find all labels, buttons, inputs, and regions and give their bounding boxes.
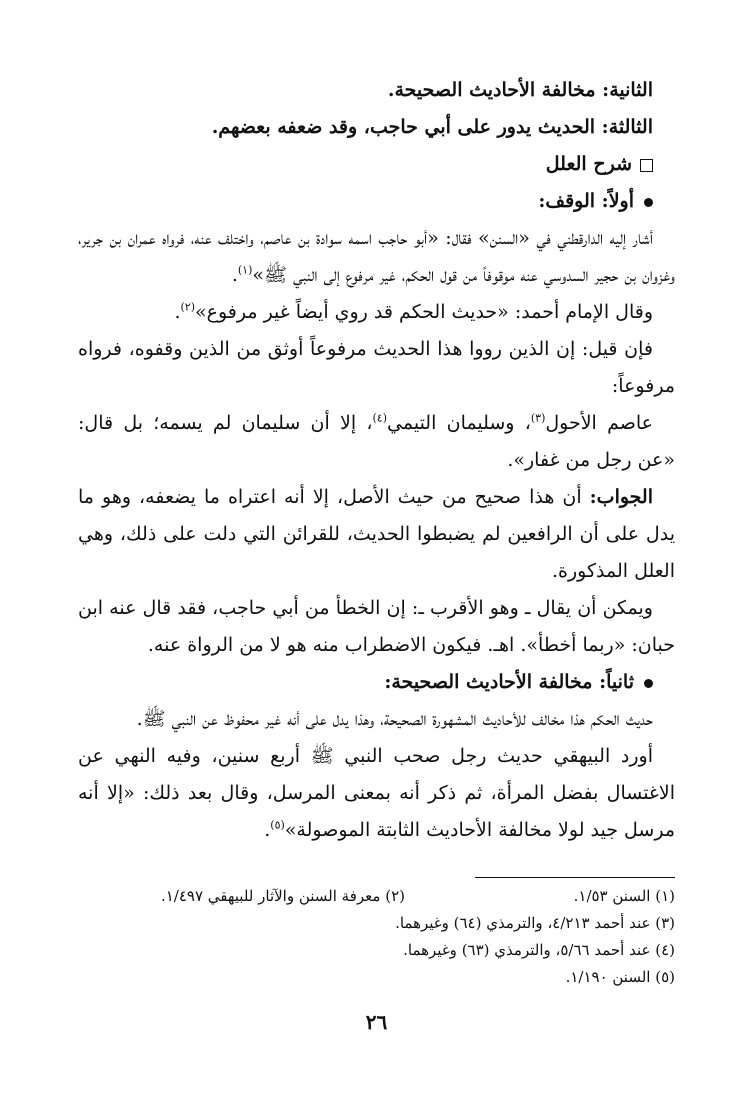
footnote-2: (٢) معرفة السنن والآثار للبيهقي ١/٤٩٧. — [160, 887, 405, 905]
footnote-divider — [475, 877, 675, 878]
heading-first — [78, 183, 675, 220]
footnote-ref-2: (٢) — [180, 300, 196, 314]
footnote-ref-5: (٥) — [270, 818, 285, 832]
paragraph-8 — [78, 738, 675, 849]
section-heading — [78, 146, 675, 183]
paragraph-4-c: ، إلا أن سليمان لم يسمه؛ بل قال: «عن رجل من غفار». — [78, 412, 675, 471]
heading-second-text: ثانياً: مخالفة الأحاديث الصحيحة: — [384, 671, 634, 693]
paragraph-7: حديث الحكم هذا مخالف للأحاديث المشهورة الصحيحة، وهذا يدل على أنه غير محفوظ عن النبي ﷺ. — [136, 708, 653, 730]
paragraph-8-text: أورد البيهقي حديث رجل صحب النبي ﷺ أربع سنين، وفيه النهي عن الاغتسال بفضل المرأة، ثم ذكر أنه بمعنى المرسل، وقال بعد ذلك: «إلا أنه مرسل جيد لولا مخالفة الأحاديث الثابتة الموصولة» — [78, 745, 675, 841]
paragraph-1 — [78, 220, 675, 294]
footnote-ref-1: (١) — [237, 263, 253, 277]
paragraph-1-end: . — [231, 264, 238, 286]
footnote-ref-4: (٤) — [372, 411, 388, 425]
square-bullet-icon — [640, 159, 653, 172]
footnote-row — [78, 964, 675, 991]
paragraph-3: فإن قيل: إن الذين رووا هذا الحديث مرفوعاً أوثق من الذين وقفوه، فرواه مرفوعاً: — [78, 338, 675, 397]
footnote-1: (١) السنن ١/٥٣. — [573, 887, 675, 905]
footnote-row — [78, 910, 675, 937]
paragraph-4-a: عاصم الأحول — [545, 412, 653, 434]
footnote-row — [78, 937, 675, 964]
bullet-icon — [644, 679, 653, 688]
paragraph-2-end: . — [174, 301, 181, 323]
page-body — [78, 72, 675, 849]
page-number: ٢٦ — [365, 1010, 388, 1034]
paragraph-5-text: أن هذا صحيح من حيث الأصل، إلا أنه اعتراه ما يضعفه، وهو ما يدل على أن الرافعين لم يضبطوا الحديث، للقرائن التي دلت على ذلك، وهي العلل المذكورة. — [78, 486, 675, 582]
paragraph-8-end: . — [264, 819, 271, 841]
footnote-5: (٥) السنن ١/١٩٠. — [565, 968, 675, 986]
heading-second — [78, 664, 675, 701]
point-third: الثالثة: الحديث يدور على أبي حاجب، وقد ضعفه بعضهم. — [211, 116, 653, 138]
bullet-icon — [644, 198, 653, 207]
footnote-4: (٤) عند أحمد ٥/٦٦، والترمذي (٦٣) وغيرهما. — [403, 941, 675, 959]
footnote-row — [78, 883, 675, 910]
paragraph-2-text: وقال الإمام أحمد: «حديث الحكم قد روي أيضاً غير مرفوع» — [195, 301, 653, 323]
paragraph-4-b: ، وسليمان التيمي — [387, 412, 531, 434]
section-heading-text: شرح العلل — [545, 153, 632, 175]
paragraph-6: ويمكن أن يقال ـ وهو الأقرب ـ: إن الخطأ من أبي حاجب، فقد قال عنه ابن حبان: «ربما أخطأ». اهـ. فيكون الاضطراب منه هو لا من الرواة عنه. — [78, 597, 675, 656]
footnote-3: (٣) عند أحمد ٤/٢١٣، والترمذي (٦٤) وغيرهما. — [395, 914, 675, 932]
heading-first-text: أولاً: الوقف: — [538, 190, 634, 212]
point-second: الثانية: مخالفة الأحاديث الصحيحة. — [387, 79, 653, 101]
footnote-ref-3: (٣) — [530, 411, 546, 425]
answer-label: الجواب: — [589, 486, 653, 508]
paragraph-5 — [78, 479, 675, 590]
paragraph-4 — [78, 405, 675, 479]
paragraph-1-text: أشار إليه الدارقطني في «السنن» فقال: «أبو حاجب اسمه سوادة بن عاصم، واختلف عنه، فرواه عمران بن جرير، وغزوان بن حجير السدوسي عنه موقوفاً من قول الحكم، غير مرفوع إلى النبي ﷺ» — [78, 227, 675, 286]
paragraph-2 — [78, 294, 675, 331]
footnotes — [78, 883, 675, 991]
